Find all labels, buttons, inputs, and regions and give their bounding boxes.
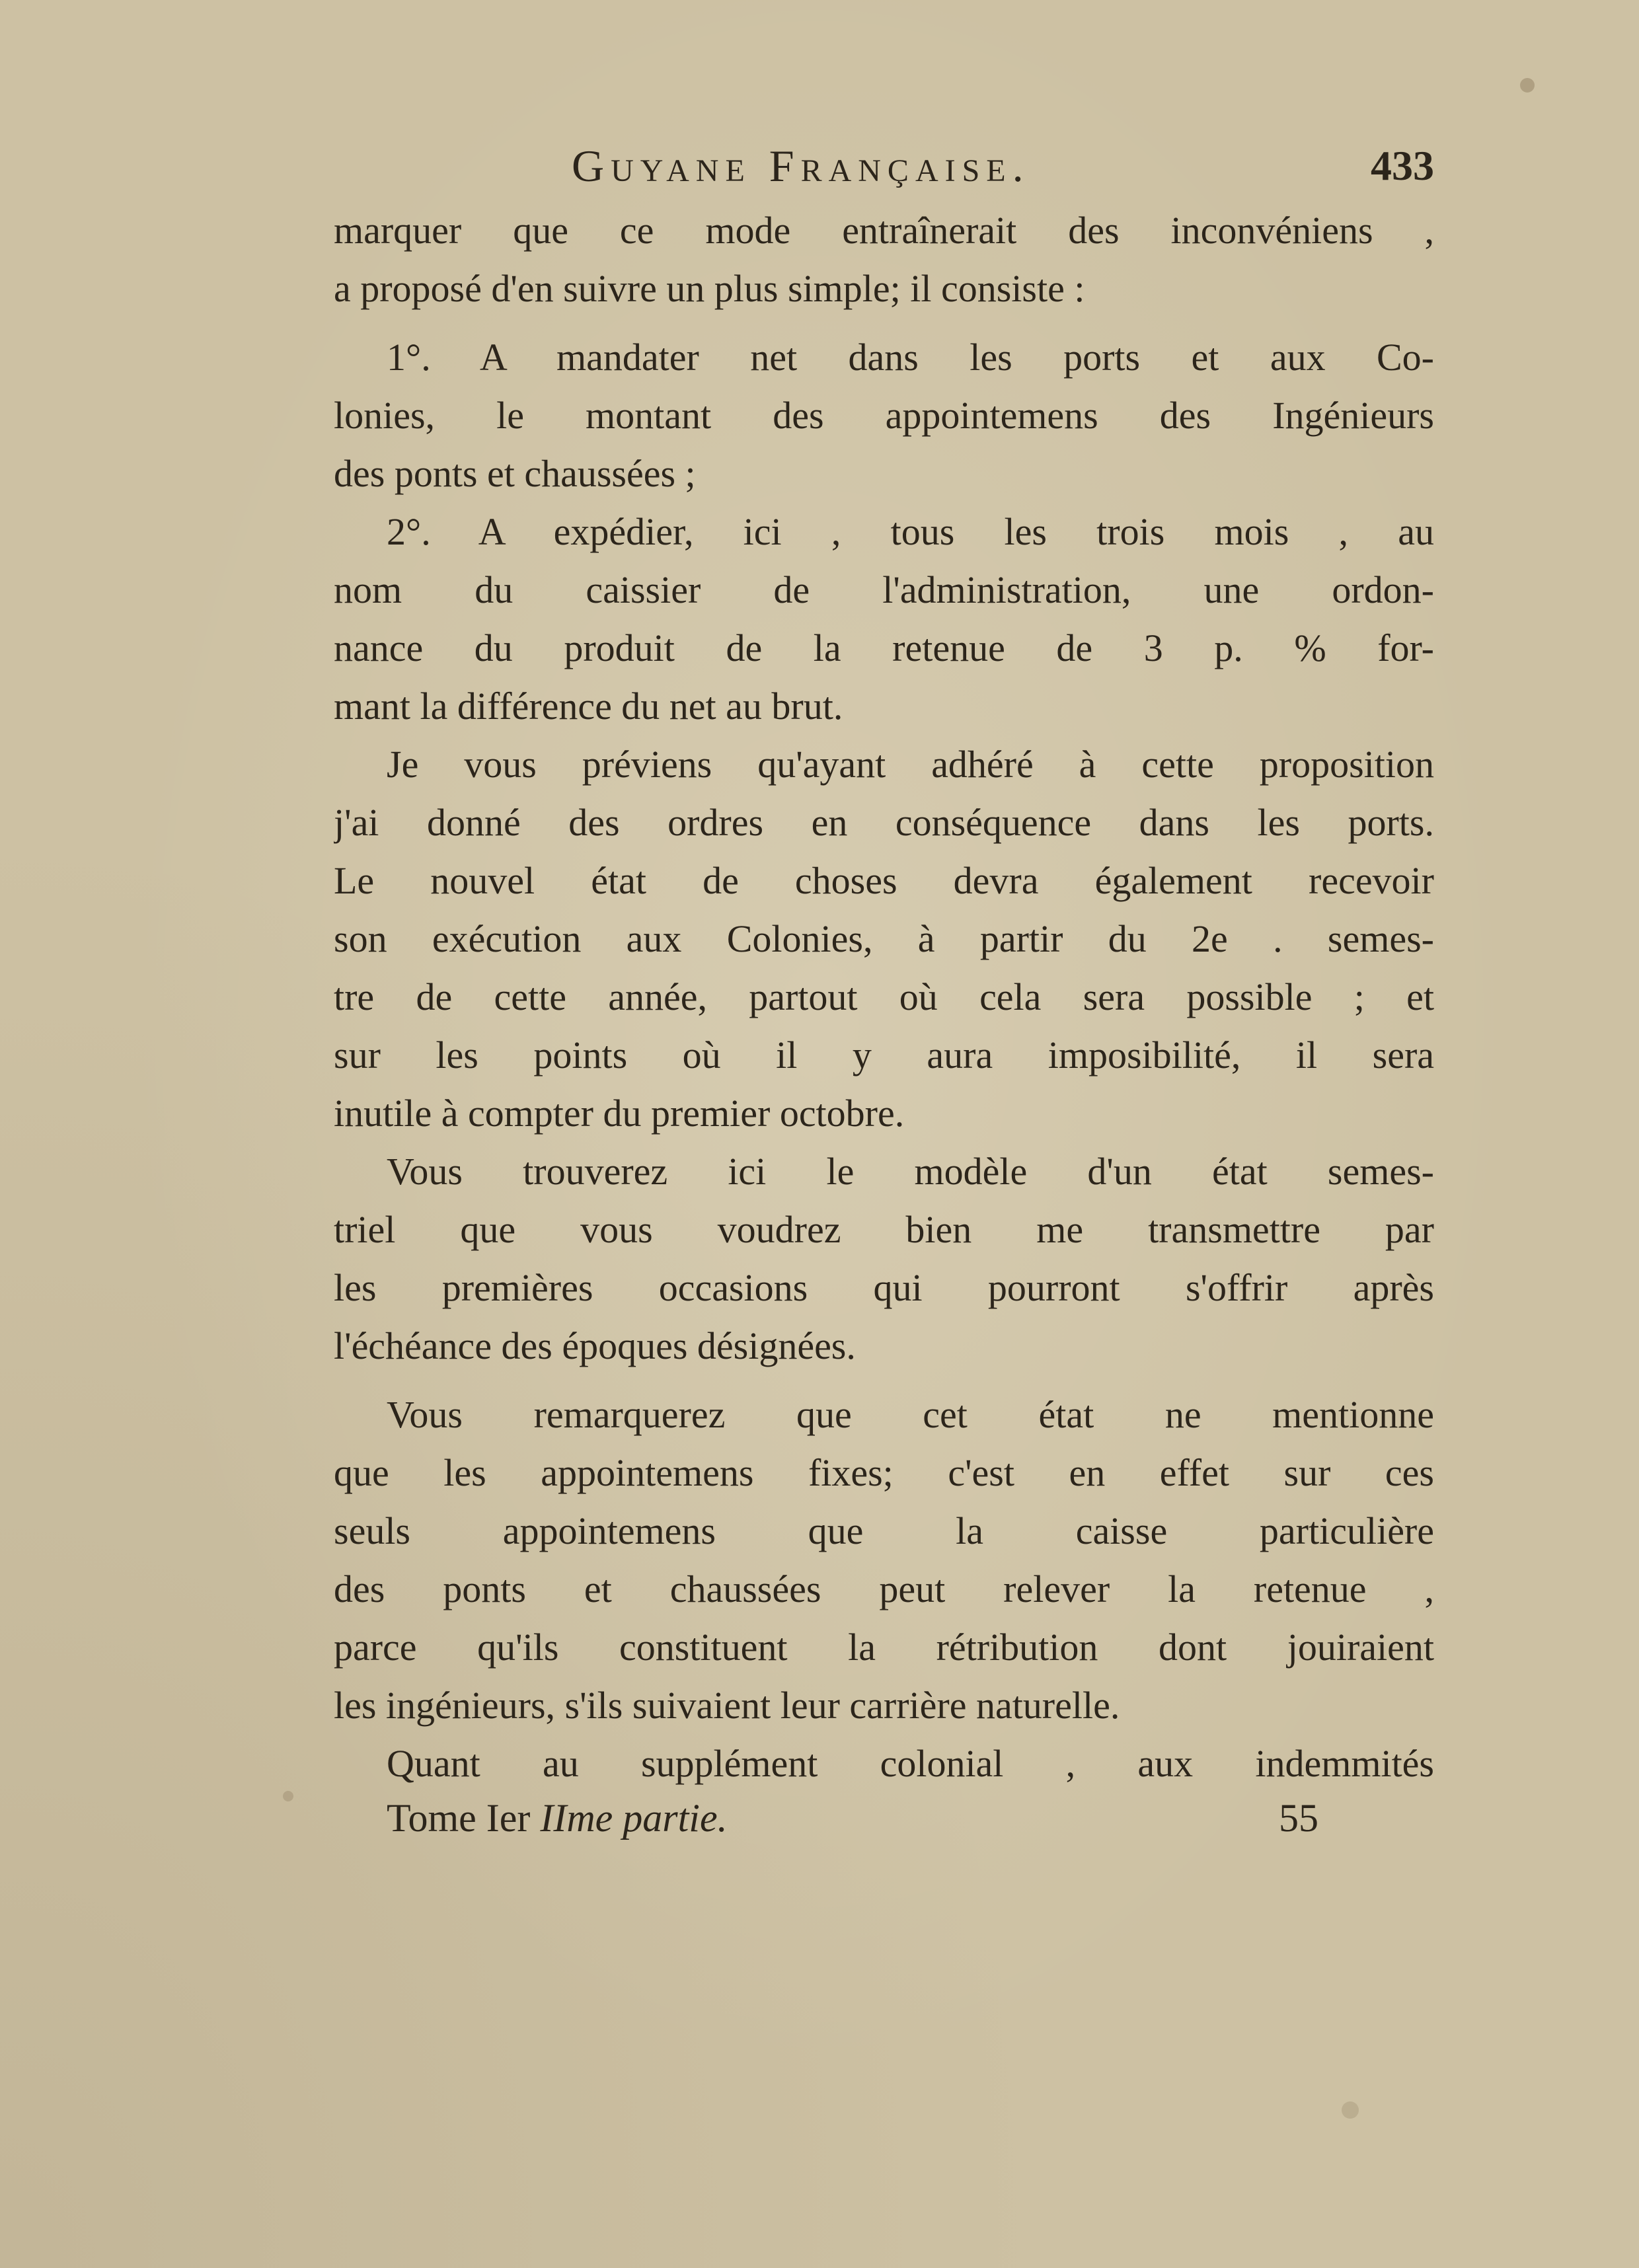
text-line: des ponts et chaussées ; — [334, 452, 696, 495]
text-line: triel que vous voudrez bien me transmettre par — [334, 1208, 1434, 1251]
stain — [283, 1791, 293, 1801]
text-line: que les appointemens fixes; c'est en effet sur ces — [334, 1451, 1434, 1494]
text-line: les ingénieurs, s'ils suivaient leur carrière naturelle. — [334, 1684, 1120, 1727]
text-line: seuls appointemens que la caisse particulière — [334, 1509, 1434, 1552]
text-line: a proposé d'en suivre un plus simple; il consiste : — [334, 267, 1085, 310]
text-line: Vous trouverez ici le modèle d'un état semes- — [387, 1150, 1434, 1193]
text-line: 2°. A expédier, ici , tous les trois mois , au — [387, 510, 1434, 553]
text-line: nance du produit de la retenue de 3 p. % for- — [334, 626, 1434, 669]
text-line: Le nouvel état de choses devra également recevoir — [334, 859, 1434, 902]
text-line: son exécution aux Colonies, à partir du 2e . semes- — [334, 917, 1434, 960]
text-line: Je vous préviens qu'ayant adhéré à cette proposition — [387, 743, 1434, 786]
text-line: nom du caissier de l'administration, une ordon- — [334, 568, 1434, 611]
page-footer — [334, 1796, 1434, 1855]
page-content — [334, 132, 1434, 1855]
running-title: Guyane Française. — [572, 141, 1030, 191]
text-line: des ponts et chaussées peut relever la retenue , — [334, 1568, 1434, 1610]
signature-mark — [387, 1796, 728, 1841]
text-line: les premières occasions qui pourront s'offrir après — [334, 1266, 1434, 1309]
text-line: sur les points où il y aura imposibilité, il sera — [334, 1034, 1434, 1077]
paragraph — [334, 1386, 1434, 1735]
paragraph — [334, 328, 1434, 503]
text-line: 1°. A mandater net dans les ports et aux Co- — [387, 336, 1434, 379]
paragraph — [334, 1735, 1434, 1793]
text-line: Quant au supplément colonial , aux indemmités — [387, 1742, 1434, 1785]
paragraph — [334, 202, 1434, 318]
body-text — [334, 202, 1434, 1793]
signature-volume: Tome Ier — [387, 1796, 531, 1840]
text-line: tre de cette année, partout où cela sera possible ; et — [334, 975, 1434, 1018]
text-line: lonies, le montant des appointemens des Ingénieurs — [334, 394, 1434, 437]
text-line: marquer que ce mode entraînerait des inconvéniens , — [334, 209, 1434, 252]
text-line: l'échéance des époques désignées. — [334, 1324, 856, 1367]
paragraph — [334, 503, 1434, 736]
paragraph — [334, 1143, 1434, 1375]
text-line: j'ai donné des ordres en conséquence dans les ports. — [334, 801, 1434, 844]
paragraph — [334, 736, 1434, 1143]
text-line: mant la différence du net au brut. — [334, 685, 843, 728]
text-line: Vous remarquerez que cet état ne mentionne — [387, 1393, 1434, 1436]
stain — [1520, 78, 1535, 93]
page-header — [334, 132, 1434, 202]
sheet-number: 55 — [1279, 1796, 1318, 1840]
stain — [1342, 2101, 1359, 2119]
text-line: inutile à compter du premier octobre. — [334, 1092, 905, 1135]
text-line: parce qu'ils constituent la rétribution dont jouiraient — [334, 1626, 1434, 1669]
signature-part: IIme partie. — [540, 1796, 728, 1840]
page-number: 433 — [1371, 142, 1434, 189]
